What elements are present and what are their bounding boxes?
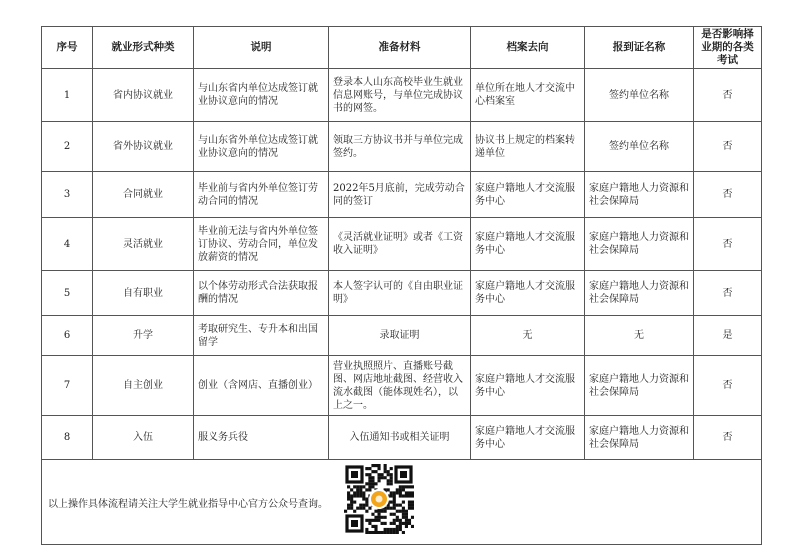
table-row bbox=[42, 69, 762, 122]
row-number: 6 bbox=[42, 316, 93, 356]
description: 毕业前与省内外单位签订劳动合同的情况 bbox=[194, 172, 329, 218]
footer-note: 以上操作具体流程请关注大学生就业指导中心官方公众号查询。 bbox=[48, 499, 328, 510]
row-number: 4 bbox=[42, 218, 93, 271]
archive-destination: 家庭户籍地人才交流服务中心 bbox=[471, 416, 585, 460]
employment-type: 自主创业 bbox=[93, 356, 194, 416]
affects-exams: 否 bbox=[694, 416, 762, 460]
header-cell: 序号 bbox=[42, 27, 93, 69]
archive-destination: 无 bbox=[471, 316, 585, 356]
row-number: 7 bbox=[42, 356, 93, 416]
description: 与山东省外单位达成签订就业协议意向的情况 bbox=[194, 122, 329, 172]
certificate-name: 家庭户籍地人力资源和社会保障局 bbox=[585, 356, 694, 416]
affects-exams: 否 bbox=[694, 172, 762, 218]
qr-code-icon bbox=[344, 464, 414, 534]
employment-type: 省内协议就业 bbox=[93, 69, 194, 122]
affects-exams: 否 bbox=[694, 69, 762, 122]
description: 服义务兵役 bbox=[194, 416, 329, 460]
employment-type: 入伍 bbox=[93, 416, 194, 460]
employment-table bbox=[41, 26, 762, 545]
certificate-name: 家庭户籍地人力资源和社会保障局 bbox=[585, 172, 694, 218]
employment-type: 灵活就业 bbox=[93, 218, 194, 271]
affects-exams: 否 bbox=[694, 271, 762, 316]
certificate-name: 家庭户籍地人力资源和社会保障局 bbox=[585, 218, 694, 271]
table-row bbox=[42, 416, 762, 460]
affects-exams: 是 bbox=[694, 316, 762, 356]
archive-destination: 家庭户籍地人才交流服务中心 bbox=[471, 356, 585, 416]
certificate-name: 无 bbox=[585, 316, 694, 356]
description: 创业（含网店、直播创业） bbox=[194, 356, 329, 416]
archive-destination: 家庭户籍地人才交流服务中心 bbox=[471, 218, 585, 271]
header-cell: 档案去向 bbox=[471, 27, 585, 69]
row-number: 3 bbox=[42, 172, 93, 218]
archive-destination: 家庭户籍地人才交流服务中心 bbox=[471, 271, 585, 316]
header-cell: 就业形式种类 bbox=[93, 27, 194, 69]
footer-row bbox=[42, 460, 762, 545]
header-row bbox=[42, 27, 762, 69]
footer-cell bbox=[42, 460, 762, 545]
header-cell: 准备材料 bbox=[329, 27, 471, 69]
materials: 领取三方协议书并与单位完成签约。 bbox=[329, 122, 471, 172]
certificate-name: 家庭户籍地人力资源和社会保障局 bbox=[585, 271, 694, 316]
materials: 录取证明 bbox=[329, 316, 471, 356]
row-number: 8 bbox=[42, 416, 93, 460]
table-row bbox=[42, 316, 762, 356]
certificate-name: 签约单位名称 bbox=[585, 122, 694, 172]
header-cell: 说明 bbox=[194, 27, 329, 69]
materials: 本人签字认可的《自由职业证明》 bbox=[329, 271, 471, 316]
employment-type: 合同就业 bbox=[93, 172, 194, 218]
employment-type: 省外协议就业 bbox=[93, 122, 194, 172]
table-row bbox=[42, 356, 762, 416]
archive-destination: 协议书上规定的档案转递单位 bbox=[471, 122, 585, 172]
materials: 《灵活就业证明》或者《工资收入证明》 bbox=[329, 218, 471, 271]
materials: 入伍通知书或相关证明 bbox=[329, 416, 471, 460]
row-number: 1 bbox=[42, 69, 93, 122]
table-row bbox=[42, 122, 762, 172]
affects-exams: 否 bbox=[694, 122, 762, 172]
employment-type: 升学 bbox=[93, 316, 194, 356]
header-cell: 是否影响择业期的各类考试 bbox=[694, 27, 762, 69]
description: 考取研究生、专升本和出国留学 bbox=[194, 316, 329, 356]
table-row bbox=[42, 218, 762, 271]
row-number: 5 bbox=[42, 271, 93, 316]
description: 与山东省内单位达成签订就业协议意向的情况 bbox=[194, 69, 329, 122]
archive-destination: 家庭户籍地人才交流服务中心 bbox=[471, 172, 585, 218]
materials: 营业执照照片、直播账号截图、网店地址截图、经营收入流水截图（能体现姓名），以上之一。 bbox=[329, 356, 471, 416]
materials: 登录本人山东高校毕业生就业信息网账号，与单位完成协议书的网签。 bbox=[329, 69, 471, 122]
certificate-name: 家庭户籍地人力资源和社会保障局 bbox=[585, 416, 694, 460]
table-row bbox=[42, 172, 762, 218]
table-row bbox=[42, 271, 762, 316]
description: 以个体劳动形式合法获取报酬的情况 bbox=[194, 271, 329, 316]
archive-destination: 单位所在地人才交流中心档案室 bbox=[471, 69, 585, 122]
header-cell: 报到证名称 bbox=[585, 27, 694, 69]
affects-exams: 否 bbox=[694, 356, 762, 416]
row-number: 2 bbox=[42, 122, 93, 172]
description: 毕业前无法与省内外单位签订协议、劳动合同，单位发放薪资的情况 bbox=[194, 218, 329, 271]
certificate-name: 签约单位名称 bbox=[585, 69, 694, 122]
affects-exams: 否 bbox=[694, 218, 762, 271]
employment-type: 自有职业 bbox=[93, 271, 194, 316]
materials: 2022年5月底前，完成劳动合同的签订 bbox=[329, 172, 471, 218]
